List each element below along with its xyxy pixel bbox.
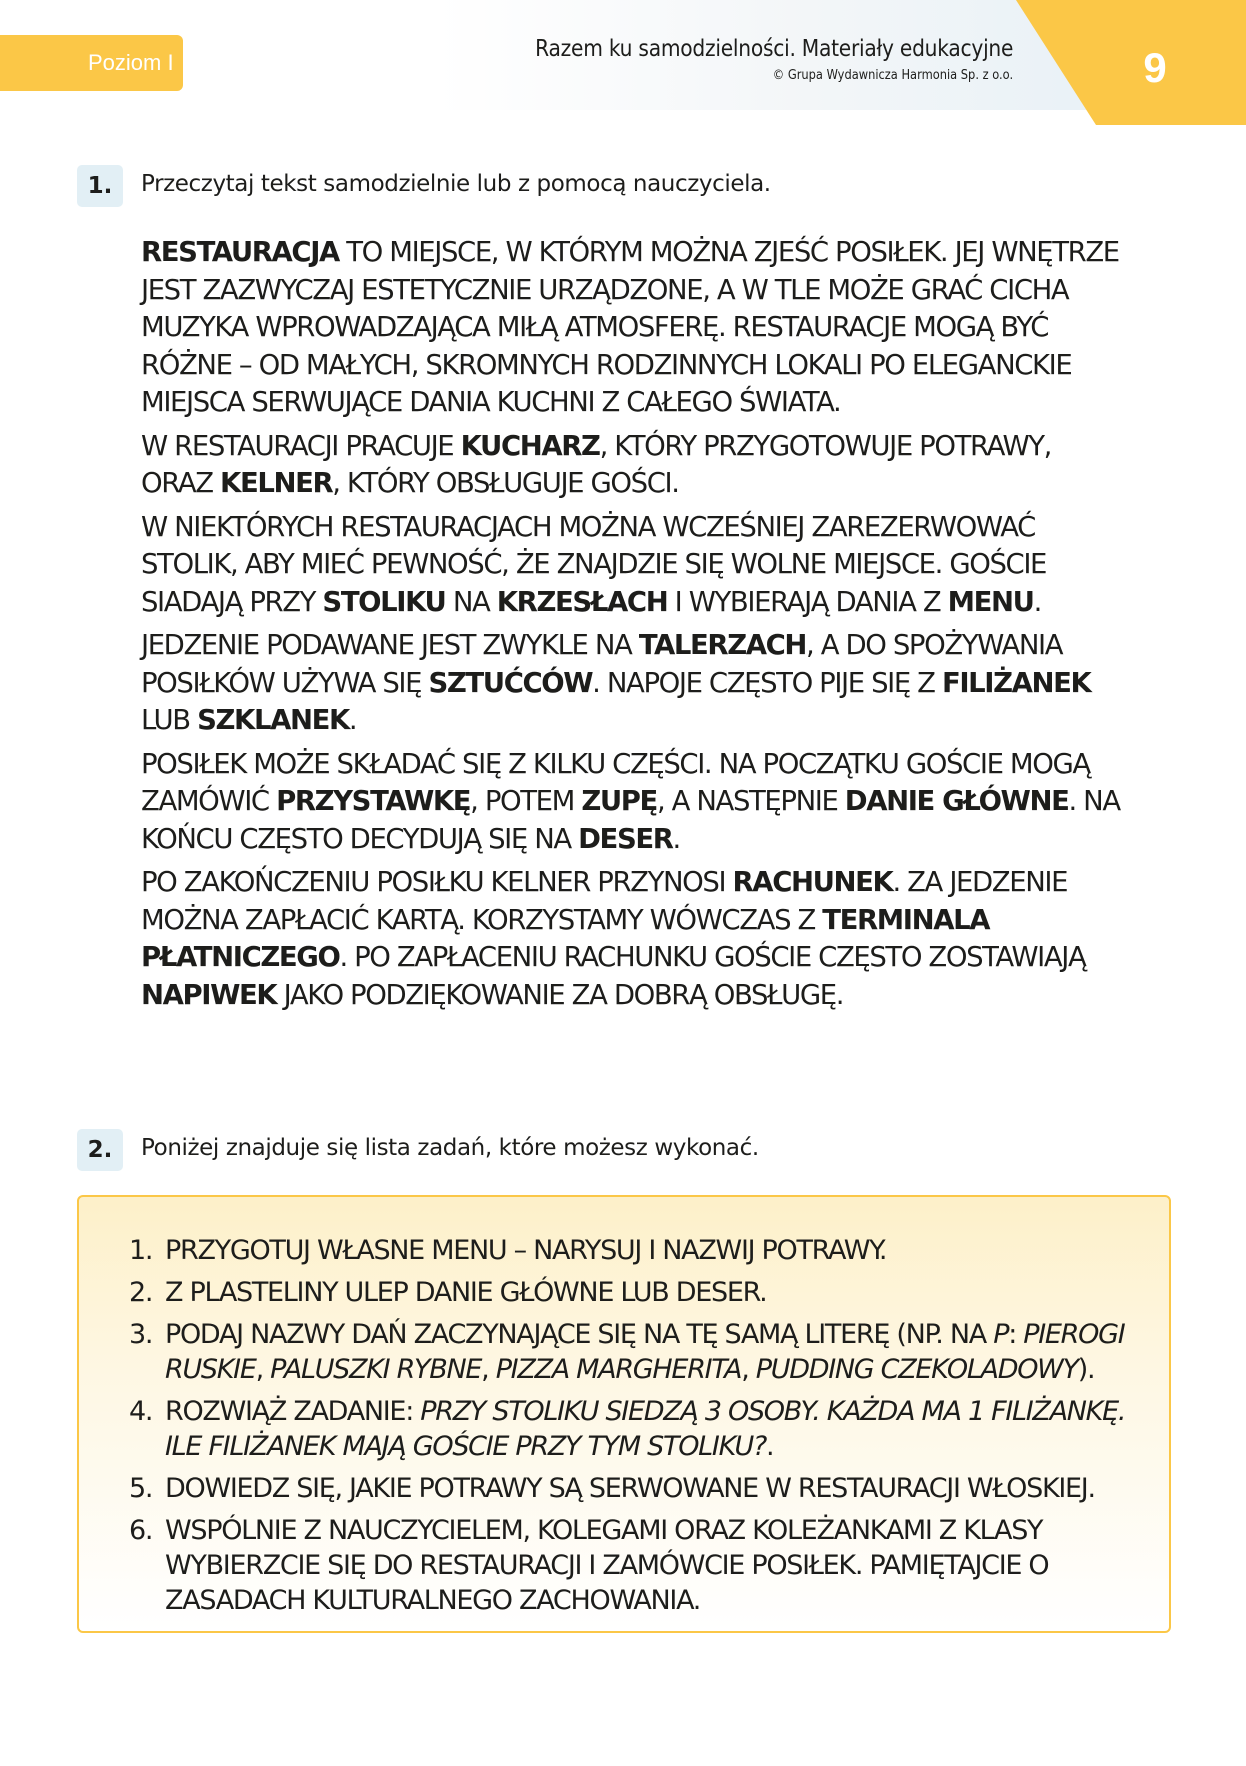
text-run: . NA KOŃCU CZĘSTO DECYDUJĄ SIĘ NA <box>141 785 1120 855</box>
keyword: ZUPĘ <box>581 785 657 817</box>
exercise-1-number: 1. <box>77 165 123 207</box>
task-item-number: 6. <box>129 1515 153 1546</box>
exercise-2-number: 2. <box>77 1129 123 1171</box>
reading-paragraph <box>141 627 1121 740</box>
text-run: . <box>1033 585 1041 618</box>
task-item <box>129 1471 1139 1506</box>
task-text: , <box>481 1354 496 1385</box>
task-item <box>129 1394 1139 1464</box>
task-emphasis: P <box>993 1319 1009 1350</box>
text-run: , KTÓRY PRZYGOTOWUJE POTRAWY, ORAZ <box>141 429 1052 499</box>
keyword: DANIE GŁÓWNE <box>844 785 1069 817</box>
text-run: . <box>672 822 680 855</box>
task-item <box>129 1513 1139 1618</box>
reading-paragraph <box>141 864 1121 1014</box>
task-text: ). <box>1077 1354 1095 1385</box>
task-text: , <box>741 1354 756 1385</box>
text-run: . NAPOJE CZĘSTO PIJE SIĘ Z <box>592 666 942 699</box>
text-run: PO ZAKOŃCZENIU POSIŁKU KELNER PRZYNOSI <box>141 866 733 898</box>
text-run: JEDZENIE PODAWANE JEST ZWYKLE NA <box>141 629 639 661</box>
text-run: , POTEM <box>470 785 582 817</box>
keyword: NAPIWEK <box>141 978 277 1011</box>
task-emphasis: PALUSZKI RYBNE <box>270 1354 482 1385</box>
reading-text <box>141 234 1121 1020</box>
text-run: , A DO SPOŻYWANIA POSIŁKÓW UŻYWA SIĘ <box>141 629 1063 699</box>
keyword: KELNER <box>220 467 333 499</box>
task-item <box>129 1317 1139 1387</box>
copyright-note: © Grupa Wydawnicza Harmonia Sp. z o.o. <box>772 68 1013 83</box>
exercise-2-instruction: Poniżej znajduje się lista zadań, które możesz wykonać. <box>141 1135 759 1161</box>
keyword: STOLIKU <box>322 585 446 618</box>
task-text: PRZYGOTUJ WŁASNE MENU – NARYSUJ I NAZWIJ POTRAWY. <box>165 1235 887 1266</box>
task-text: : <box>1008 1319 1024 1350</box>
level-badge <box>0 35 183 91</box>
keyword: TERMINALA PŁATNICZEGO <box>141 903 990 973</box>
text-run: NA <box>445 585 497 618</box>
text-run: POSIŁEK MOŻE SKŁADAĆ SIĘ Z KILKU CZĘŚCI. NA POCZĄTKU GOŚCIE MOGĄ ZAMÓWIĆ <box>141 747 1090 817</box>
keyword: SZKLANEK <box>197 704 349 736</box>
keyword: SZTUĆCÓW <box>428 666 593 699</box>
text-run: W NIEKTÓRYCH RESTAURACJACH MOŻNA WCZEŚNIEJ ZAREZERWOWAĆ STOLIK, ABY MIEĆ PEWNOŚĆ, ŻE ZNAJDZIE SIĘ WOLNE MIEJSCE. GOŚCIE SIADAJĄ PRZY <box>141 510 1047 618</box>
task-text: , <box>255 1354 271 1385</box>
book-title: Razem ku samodzielności. Materiały edukacyjne <box>534 36 1013 62</box>
reading-paragraph <box>141 746 1121 859</box>
text-run: , KTÓRY OBSŁUGUJE GOŚCI. <box>332 467 679 499</box>
task-text: WSPÓLNIE Z NAUCZYCIELEM, KOLEGAMI ORAZ KOLEŻANKAMI Z KLASY WYBIERZCIE SIĘ DO RESTAURACJI I ZAMÓWCIE POSIŁEK. PAMIĘTAJCIE O ZASADACH KULTURALNEGO ZACHOWANIA. <box>165 1515 1049 1616</box>
text-run: , A NASTĘPNIE <box>656 785 845 817</box>
keyword: DESER <box>578 822 673 855</box>
keyword: FILIŻANEK <box>941 666 1091 699</box>
text-run: LUB <box>141 704 198 736</box>
task-text: DOWIEDZ SIĘ, JAKIE POTRAWY SĄ SERWOWANE W RESTAURACJI WŁOSKIEJ. <box>165 1473 1095 1504</box>
text-run: TO MIEJSCE, W KTÓRYM MOŻNA ZJEŚĆ POSIŁEK. JEJ WNĘTRZE JEST ZAZWYCZAJ ESTETYCZNIE URZĄDZONE, A W TLE MOŻE GRAĆ CICHA MUZYKA WPROWADZAJĄCA MIŁĄ ATMOSFERĘ. RESTAURACJE MOGĄ BYĆ RÓŻNE – OD MAŁYCH, SKROMNYCH RODZINNYCH LOKALI PO ELEGANCKIE MIEJSCA SERWUJĄCE DANIA KUCHNI Z CAŁEGO ŚWIATA. <box>141 236 1119 418</box>
task-emphasis: PRZY STOLIKU SIEDZĄ 3 OSOBY. KAŻDA MA 1 FILIŻANKĘ. ILE FILIŻANEK MAJĄ GOŚCIE PRZY TYM STOLIKU? <box>165 1396 1126 1462</box>
task-item <box>129 1233 1139 1268</box>
task-item-number: 2. <box>129 1277 153 1308</box>
keyword: RESTAURACJA <box>141 236 339 268</box>
keyword: MENU <box>947 585 1034 618</box>
task-item <box>129 1275 1139 1310</box>
task-item-number: 3. <box>129 1319 153 1350</box>
task-item-number: 1. <box>129 1235 153 1266</box>
keyword: PRZYSTAWKĘ <box>276 785 471 817</box>
keyword: KUCHARZ <box>460 429 600 462</box>
text-run: JAKO PODZIĘKOWANIE ZA DOBRĄ OBSŁUGĘ. <box>276 978 844 1011</box>
keyword: KRZESŁACH <box>496 585 668 618</box>
page-number: 9 <box>1143 44 1167 91</box>
text-run: . PO ZAPŁACENIU RACHUNKU GOŚCIE CZĘSTO ZOSTAWIAJĄ <box>339 941 1086 973</box>
task-text: . <box>766 1431 774 1462</box>
text-run: I WYBIERAJĄ DANIA Z <box>667 585 948 618</box>
text-run: . ZA JEDZENIE MOŻNA ZAPŁACIĆ KARTĄ. KORZYSTAMY WÓWCZAS Z <box>141 866 1068 936</box>
task-emphasis: PIEROGI RUSKIE <box>165 1319 1125 1385</box>
text-run: . <box>348 704 357 736</box>
task-text: Z PLASTELINY ULEP DANIE GŁÓWNE LUB DESER. <box>165 1277 767 1308</box>
task-list-box <box>77 1195 1171 1633</box>
keyword: RACHUNEK <box>732 866 893 898</box>
exercise-1-instruction: Przeczytaj tekst samodzielnie lub z pomocą nauczyciela. <box>141 171 771 197</box>
task-item-number: 4. <box>129 1396 153 1427</box>
task-text: PODAJ NAZWY DAŃ ZACZYNAJĄCE SIĘ NA TĘ SAMĄ LITERĘ (NP. NA <box>165 1319 994 1350</box>
reading-paragraph <box>141 234 1121 422</box>
task-emphasis: PIZZA MARGHERITA <box>495 1354 742 1385</box>
level-label: Poziom I <box>88 50 174 75</box>
task-list <box>129 1233 1139 1625</box>
keyword: TALERZACH <box>638 629 807 661</box>
reading-paragraph <box>141 509 1121 622</box>
task-item-number: 5. <box>129 1473 153 1504</box>
text-run: W RESTAURACJI PRACUJE <box>141 429 461 462</box>
reading-paragraph <box>141 428 1121 503</box>
task-text: ROZWIĄŻ ZADANIE: <box>165 1396 421 1427</box>
task-emphasis: PUDDING CZEKOLADOWY <box>755 1354 1078 1385</box>
